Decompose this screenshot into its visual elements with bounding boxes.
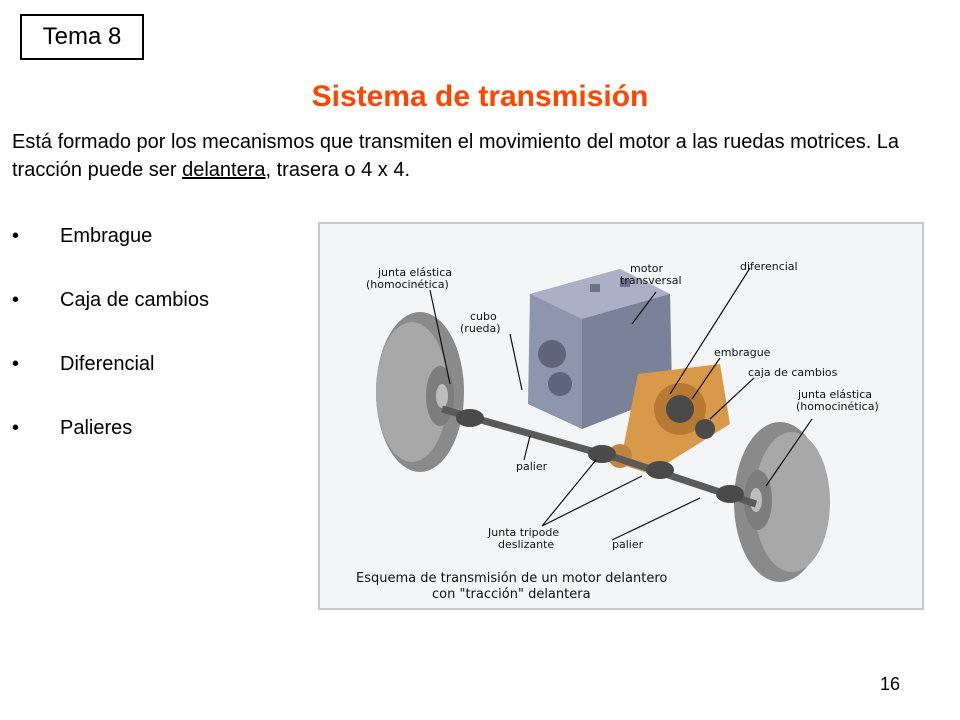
label-junta-elastica-left: junta elástica (378, 266, 453, 279)
label-diferencial: diferencial (740, 260, 798, 273)
label-embrague: embrague (714, 346, 771, 359)
label-junta-elastica-left-sub: (homocinética) (366, 278, 449, 291)
bullet-icon: • (12, 225, 20, 247)
label-junta-elastica-right: junta elástica (798, 388, 873, 401)
intro-paragraph (12, 128, 957, 184)
label-cubo-sub: (rueda) (460, 322, 501, 335)
list-item (12, 222, 209, 286)
slide-title: Sistema de transmisión (311, 80, 649, 113)
label-junta-tripode-sub: deslizante (498, 538, 555, 551)
list-item-label: Embrague (60, 225, 153, 247)
bullet-icon: • (12, 289, 20, 311)
page-number: 16 (879, 674, 901, 694)
label-motor-sub: transversal (620, 274, 682, 287)
label-palier-right: palier (612, 538, 644, 551)
list-item-label: Palieres (60, 417, 133, 439)
component-list (12, 222, 209, 478)
intro-text-start: Está formado por los mecanismos que transmiten el movimiento del motor a las ruedas motrices. La tracción puede ser (12, 131, 900, 181)
figure-caption-line-2: con "tracción" delantera (432, 587, 591, 602)
transmission-illustration (320, 224, 922, 608)
label-palier-left: palier (516, 460, 548, 473)
list-item-label: Caja de cambios (60, 289, 209, 311)
label-junta-elastica-right-sub: (homocinética) (796, 400, 879, 413)
label-motor: motor (630, 262, 664, 275)
figure-caption-line-1: Esquema de transmisión de un motor delantero (356, 571, 668, 586)
label-cubo: cubo (470, 310, 497, 323)
list-item (12, 350, 209, 414)
label-junta-tripode: Junta tripode (488, 526, 560, 539)
topic-tag: Tema 8 (20, 14, 144, 60)
list-item (12, 414, 209, 478)
bullet-icon: • (12, 353, 20, 375)
list-item-label: Diferencial (60, 353, 155, 375)
intro-text-end: , trasera o 4 x 4. (265, 159, 411, 181)
bullet-icon: • (12, 417, 20, 439)
list-item (12, 286, 209, 350)
transmission-diagram (318, 222, 924, 610)
left-wheel (376, 312, 464, 472)
intro-underlined-word: delantera (182, 159, 266, 181)
label-caja-de-cambios: caja de cambios (748, 366, 838, 379)
